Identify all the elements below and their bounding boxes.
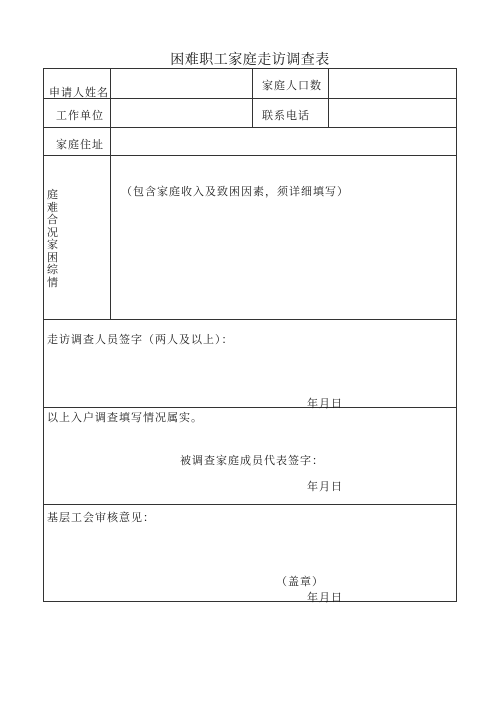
address-field[interactable] [111,128,456,155]
family-situation-field[interactable] [111,156,456,319]
family-rep-signature-label: 被调查家庭成员代表签字： [180,454,324,467]
union-review-prompt: 基层工会审核意见： [47,511,155,524]
work-unit-label: 工作单位 [56,109,104,122]
family-situation-label: 庭难合况家困综情 [47,188,58,289]
applicant-name-label: 申请人姓名 [49,86,109,99]
household-size-label: 家庭人口数 [262,79,322,92]
family-rep-signature-field[interactable] [44,464,456,484]
union-seal: （盖章） [276,575,324,588]
row-divider [44,319,456,320]
visit-signature-field[interactable] [44,349,456,394]
column-divider [252,69,253,127]
visit-signature-prompt: 走访调查人员签字（两人及以上）： [47,333,234,346]
survey-form [43,68,457,602]
phone-label: 联系电话 [262,109,310,122]
family-situation-hint: （包含家庭收入及致困因素，须详细填写） [121,185,349,198]
row-divider [44,504,456,505]
phone-field[interactable] [329,99,456,127]
visit-date: 年月日 [307,397,343,410]
form-title: 困难职工家庭走访调查表 [170,52,330,68]
household-size-field[interactable] [329,69,456,98]
applicant-name-field[interactable] [111,69,252,98]
work-unit-field[interactable] [111,99,252,127]
union-date: 年月日 [307,591,343,604]
union-review-field[interactable] [44,525,456,570]
verification-statement: 以上入户调查填写情况属实。 [47,411,203,424]
row-divider [44,407,456,408]
verification-date: 年月日 [307,480,343,493]
address-label: 家庭住址 [56,138,104,151]
